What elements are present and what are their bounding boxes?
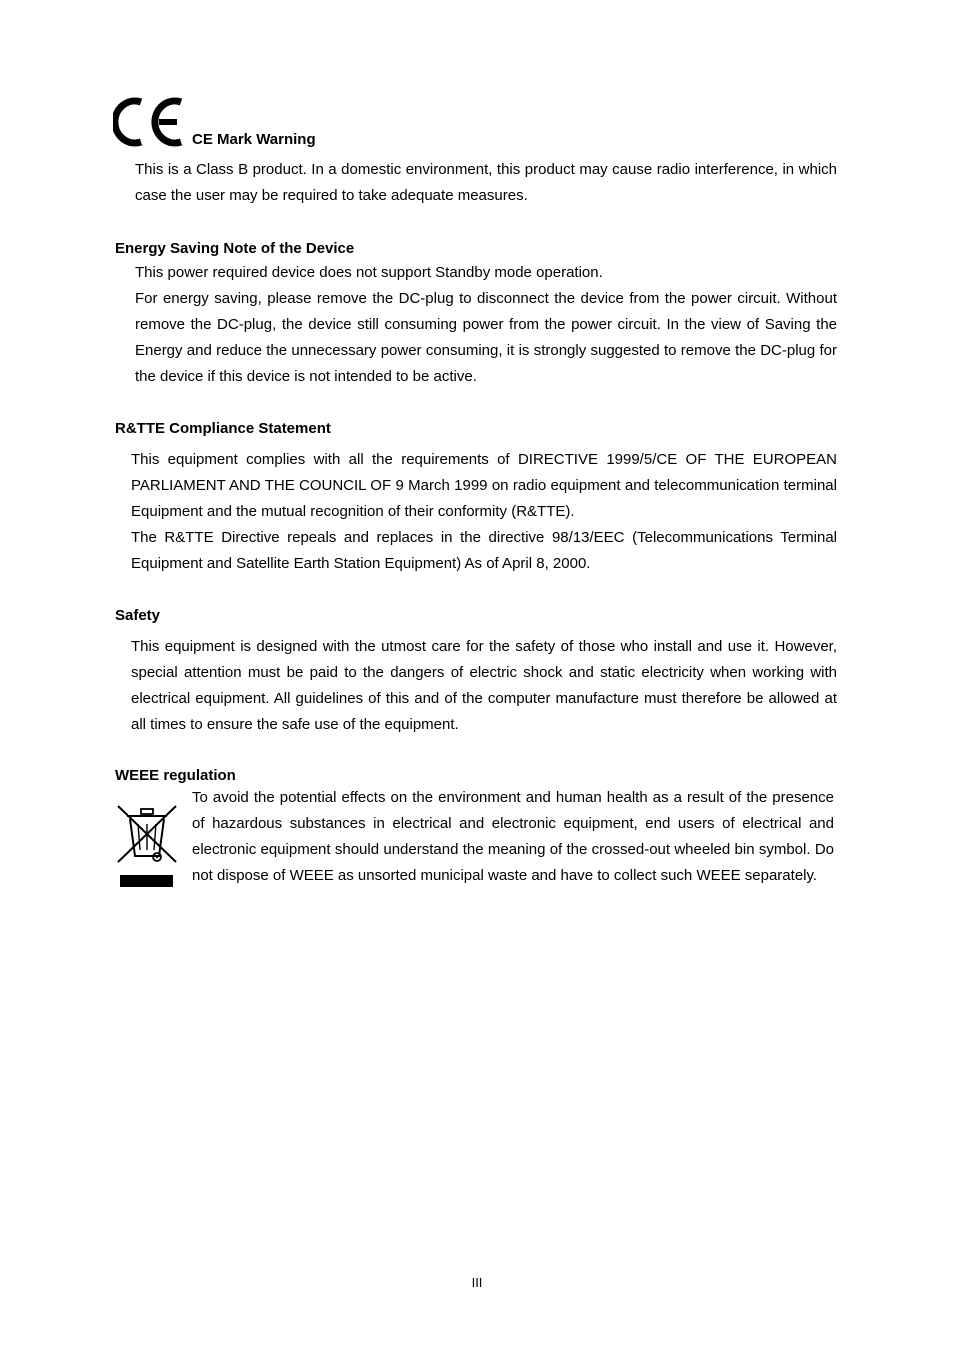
weee-text: To avoid the potential effects on the environment and human health as a result of the presence of hazardous substances in electrical and electronic equipment, end users of electrical and electronic equipment should understand the meaning of the crossed-out wheeled bin symbol. Do not dispose of WEEE as unsorted municipal waste and have to collect such WEEE separately. [192,789,834,884]
rtte-text-1: This equipment complies with all the requirements of DIRECTIVE 1999/5/CE OF THE EUROPEAN PARLIAMENT AND THE COUNCIL OF 9 March 1999 on radio equipment and telecommunication terminal Equipment and the mutual recognition of their conformity (R&TTE). [131,451,837,520]
energy-saving-text: For energy saving, please remove the DC-plug to disconnect the device from the power circuit. Without remove the DC-plug, the device still consuming power from the power circuit. In the view of Saving the Energy and reduce the unnecessary power consuming, it is strongly suggested to remove the DC-plug for the device if this device is not intended to be active. [135,290,837,385]
energy-saving-heading: Energy Saving Note of the Device [115,240,355,257]
rtte-text-2: The R&TTE Directive repeals and replaces in the directive 98/13/EEC (Telecommunications Terminal Equipment and Satellite Earth Station Equipment) As of April 8, 2000. [131,529,837,572]
page-number: III [471,1275,483,1290]
weee-heading: WEEE regulation [115,767,236,784]
ce-mark-icon [113,96,185,148]
safety-heading: Safety [115,607,161,624]
ce-mark-text: This is a Class B product. In a domestic environment, this product may cause radio interference, in which case the user may be required to take adequate measures. [135,161,837,204]
energy-saving-line: This power required device does not support Standby mode operation. [135,264,603,281]
ce-mark-heading: CE Mark Warning [192,131,316,148]
rtte-heading: R&TTE Compliance Statement [115,420,331,437]
safety-text: This equipment is designed with the utmost care for the safety of those who install and use it. However, special attention must be paid to the dangers of electric shock and static electricity when working with electrical equipment. All guidelines of this and of the computer manufacture must therefore be allowed at all times to ensure the safe use of the equipment. [131,638,837,733]
crossed-out-wheeled-bin-icon [113,802,181,890]
